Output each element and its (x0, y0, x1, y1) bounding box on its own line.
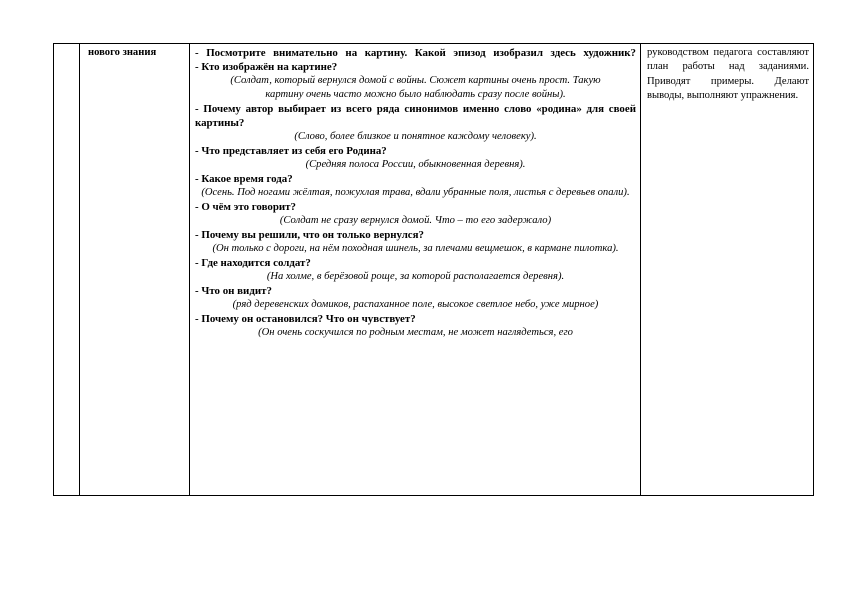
student-answer: (Слово, более близкое и понятное каждому человеку). (294, 131, 537, 142)
student-answer: (Он только с дороги, на нём походная шинель, за плечами вещмешок, в кармане пилотка). (212, 243, 619, 254)
dialogue-item (195, 228, 636, 256)
teacher-question: - О чём это говорит? (195, 201, 296, 213)
teacher-question: - Что представляет из себя его Родина? (195, 145, 387, 157)
teacher-question: - Какое время года? (195, 173, 293, 185)
student-answer: (Средняя полоса России, обыкновенная деревня). (305, 159, 526, 170)
teacher-question: - Посмотрите внимательно на картину. Какой эпизод изобразил здесь художник? (195, 47, 636, 59)
stage-label: нового знания (88, 47, 157, 58)
stage-cell (80, 44, 190, 496)
student-activity-cell (641, 44, 814, 496)
teacher-question: - Где находится солдат? (195, 257, 311, 269)
teacher-question: - Почему он остановился? Что он чувствует? (195, 313, 416, 325)
teacher-question: - Почему автор выбирает из всего ряда синонимов именно слово «родина» для своей картины? (195, 103, 636, 129)
lesson-plan-table (53, 43, 814, 496)
dialogue-item (195, 312, 636, 340)
student-activity-text: руководством педагога составляют план работы над заданиями. Приводят примеры. Делают выводы, выполняют упражнения. (647, 47, 809, 102)
teacher-question: - Почему вы решили, что он только вернулся? (195, 229, 424, 241)
student-answer: (Солдат не сразу вернулся домой. Что – то его задержало) (279, 215, 552, 226)
student-answer: (На холме, в берёзовой роще, за которой располагается деревня). (266, 271, 565, 282)
student-answer: (Осень. Под ногами жёлтая, пожухлая трава, вдали убранные поля, листья с деревьев опали). (201, 187, 630, 198)
dialogue-item (195, 46, 636, 60)
dialogue-item (195, 284, 636, 312)
dialogue-item (195, 144, 636, 172)
teacher-question: - Кто изображён на картине? (195, 61, 338, 73)
dialogue-item (195, 256, 636, 284)
student-answer: (ряд деревенских домиков, распаханное поле, высокое светлое небо, уже мирное) (232, 299, 599, 310)
index-cell (54, 44, 80, 496)
dialogue-item (195, 102, 636, 144)
table-row (54, 44, 814, 496)
teacher-question: - Что он видит? (195, 285, 272, 297)
dialogue-cell (190, 44, 641, 496)
dialogue-list (190, 44, 640, 340)
student-answer: (Он очень соскучился по родным местам, не может наглядеться, его (258, 327, 573, 338)
dialogue-item (195, 172, 636, 200)
dialogue-item (195, 200, 636, 228)
dialogue-item (195, 60, 636, 102)
student-answer: (Солдат, который вернулся домой с войны. Сюжет картины очень прост. Такую картину очень часто можно было наблюдать сразу после войны). (230, 75, 601, 100)
